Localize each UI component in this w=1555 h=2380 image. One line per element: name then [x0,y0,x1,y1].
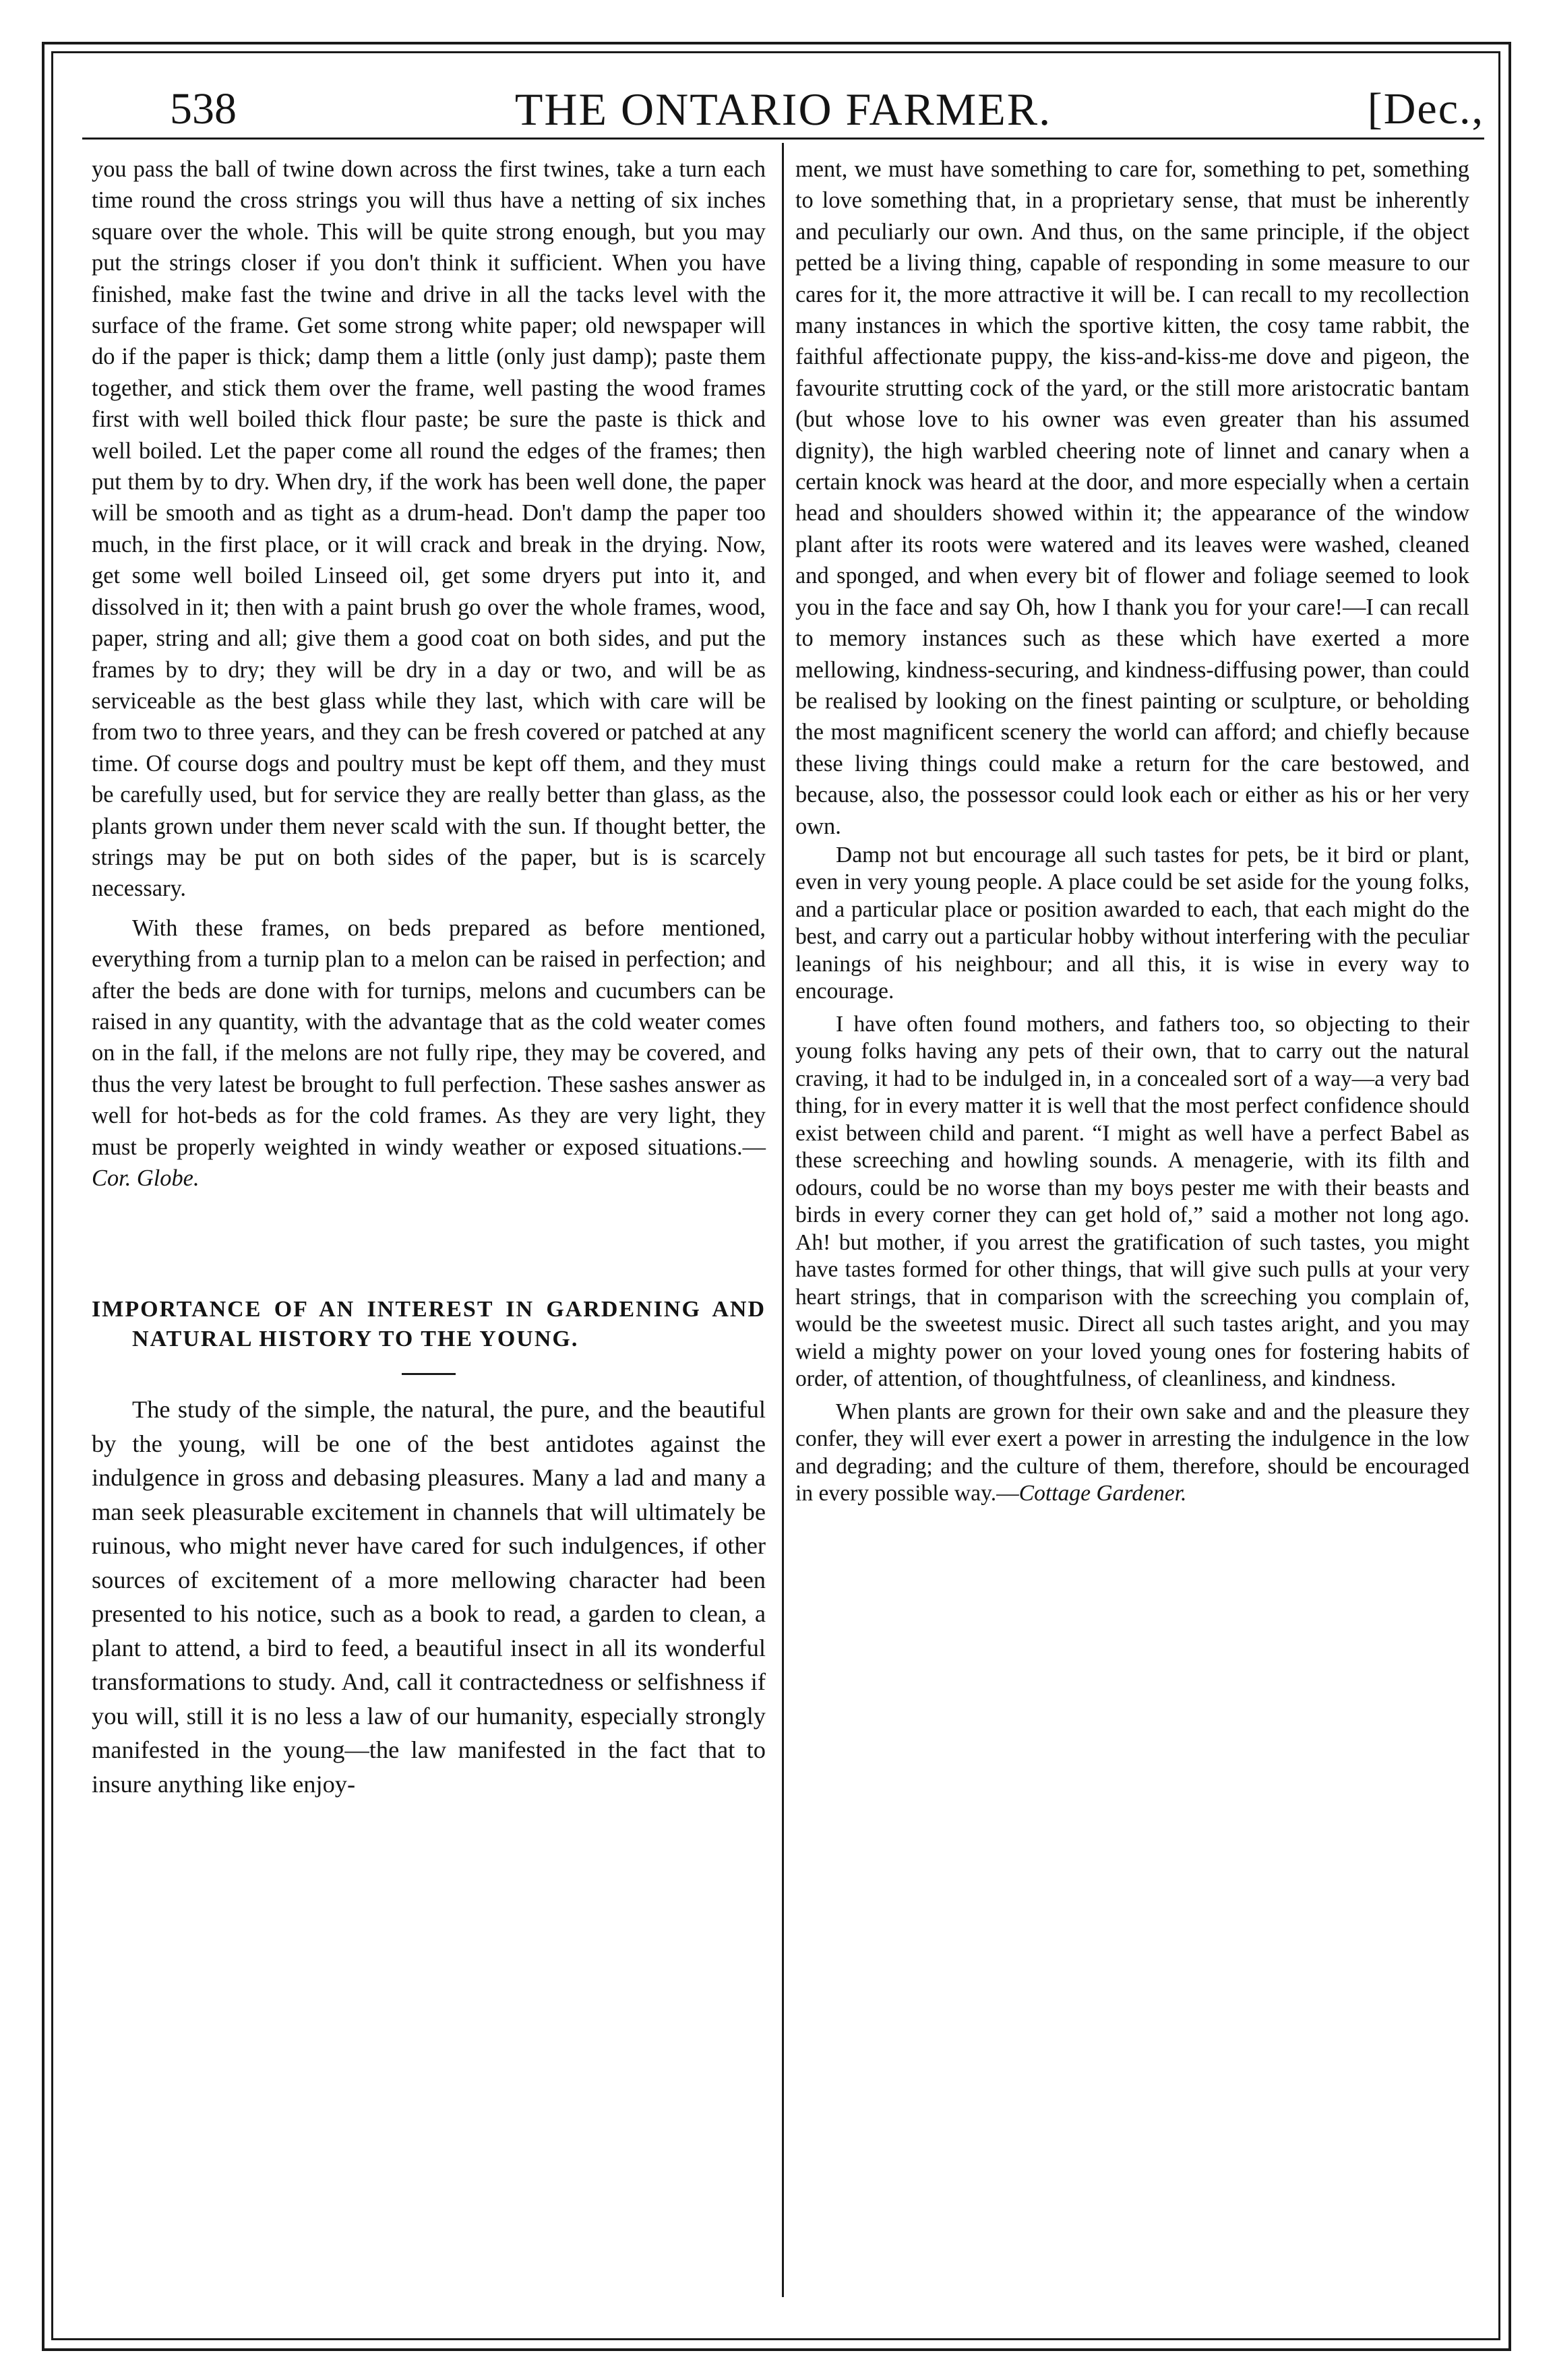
article-headline: IMPORTANCE OF AN INTEREST IN GARDENING AND NATURAL HISTORY TO THE YOUNG. [92,1297,766,1352]
mothers-paragraph: I have often found mothers, and fathers too, so objecting to their young folks having any pets of their own, that to carry out the natural craving, it had to be indulged in, in a concealed sort of a way—a very bad thing, for in every matter it is well that the most perfect confidence should exist between child and parent. “I might as well have a perfect Babel as these screeching and howling sounds. A menagerie, with its filth and odours, could be no worse than my boys pester me with their beasts and birds in every corner they can get hold of,” said a mother not long ago. Ah! but mother, if you arrest the gratification of such tastes, you might have tastes formed for other things, that will give such pulls at your very heart strings, that in comparison with the screeching you complain of, would be the sweetest music. Direct all such tastes aright, and you may wield a mighty power on your loved young ones for fostering habits of order, of attention, of thoughtfulness, of cleanliness, and kindness. [795,1011,1469,1392]
pets-paragraph: Damp not but encourage all such tastes for pets, be it bird or plant, even in very young people. A place could be set aside for the young folks, and a particular place or position awarded to each, that each might do the best, and carry out a particular hobby without interfering with the peculiar leanings of his neighbour; and all this, it is wise in every way to encourage. [795,842,1469,1004]
article-opening-paragraph: The study of the simple, the natural, the pure, and the beautiful by the young, will be one of the best antidotes against the indulgence in gross and debasing pleasures. Many a lad and many a man seek pleasurable excitement in channels that will ultimately be ruinous, who might never have cared for such indulgences, if other sources of excitement of a more mellowing character had been presented to his notice, such as a book to read, a garden to clean, a plant to attend, a bird to feed, a beautiful insect in all its wonderful transformations to study. And, call it contractedness or selfishness if you will, still it is no less a law of our humanity, especially strongly manifested in the young—the law manifested in the fact that to insure anything like enjoy- [92,1396,766,1798]
header-rule [82,138,1484,140]
left-column [92,154,766,1801]
source-credit: Cor. Globe. [92,1165,200,1191]
article-credit: Cottage Gardener. [1018,1481,1187,1506]
continued-paragraph: you pass the ball of twine down across the first twines, take a turn each time round the cross strings you will thus have a netting of six inches square over the whole. This will be quite strong enough, but you may put the strings closer if you don't think it sufficient. When you have finished, make fast the twine and drive in all the tacks level with the surface of the frame. Get some strong white paper; old newspaper will do if the paper is thick; damp them a little (only just damp); paste them together, and stick them over the frame, well pasting the wood frames first with well boiled thick flour paste; be sure the paste is thick and well boiled. Let the paper come all round the edges of the frames; then put them by to dry. When dry, if the work has been well done, the paper will be smooth and as tight as a drum-head. Don't damp the paper too much, in the first place, or it will crack and break in the drying. Now, get some well boiled Linseed oil, get some dryers put into it, and dissolved in it; then with a paint brush go over the whole frames, wood, paper, string and all; give them a good coat on both sides, and put the frames by to dry; they will be dry in a day or two, and will be as serviceable as the best glass while they last, which with care will be from two to three years, and they can be fresh covered or patched at any time. Of course dogs and poultry must be kept off them, and they must be carefully used, but for service they are really better than glass, as the plants grown under them never scald with the sun. If thought better, the strings may be put on both sides of the paper, but is is scarcely necessary. [92,156,766,902]
closing-paragraph [795,1399,1469,1508]
frames-paragraph-text: With these frames, on beds prepared as before mentioned, everything from a turnip plan to a melon can be raised in perfection; and after the beds are done with for turnips, melons and cucumbers can be raised in any quantity, with the advantage that as the cold weater comes on in the fall, if the melons are not fully ripe, they may be covered, and thus the very latest be brought to full perfection. These sashes answer as well for hot-beds as for the cold frames. As they are very light, they must be properly weighted in windy weather or exposed situations.— [92,915,766,1160]
page-number: 538 [170,84,237,133]
right-lower-block [795,842,1469,1508]
continued-article-paragraph: ment, we must have something to care for, something to pet, something to love something that, in a proprietary sense, that must be inherently and peculiarly our own. And thus, on the same principle, if the object petted be a living thing, capable of responding in some measure to our cares for it, the more attractive it will be. I can recall to my recollection many instances in which the sportive kitten, the cosy tame rabbit, the faithful affectionate puppy, the kiss-and-kiss-me dove and pigeon, the favourite strutting cock of the yard, or the still more aristocratic bantam (but whose love to his owner was even greater than his assumed dignity), the high warbled cheering note of linnet and canary when a certain knock was heard at the door, and more especially when a certain head and shoulders showed within it; the appearance of the window plant after its roots were watered and its leaves were washed, cleaned and sponged, and when every bit of flower and foliage seemed to look you in the face and say Oh, how I thank you for your care!—I can recall to memory instances such as these which have exerted a more mellowing, kindness-securing, and kindness-diffusing power, than could be realised by looking on the finest painting or sculpture, or beholding the most magnificent scenery the world can afford; and chiefly because these living things could make a return for the care bestowed, and because, also, the possessor could look each or either as his or her very own. [795,156,1469,839]
frames-paragraph [92,913,766,1194]
headline-rule [402,1373,456,1375]
newspaper-page [42,42,1511,2354]
publication-title: THE ONTARIO FARMER. [514,84,1052,135]
closing-paragraph-text: When plants are grown for their own sake and and the pleasure they confer, they will ever exert a power in arresting the indulgence in the low and degrading; and the culture of them, therefore, should be encouraged in every possible way.— [795,1399,1469,1506]
issue-month: [Dec., [1367,84,1484,133]
column-divider [782,143,784,2297]
right-column [795,154,1469,1508]
